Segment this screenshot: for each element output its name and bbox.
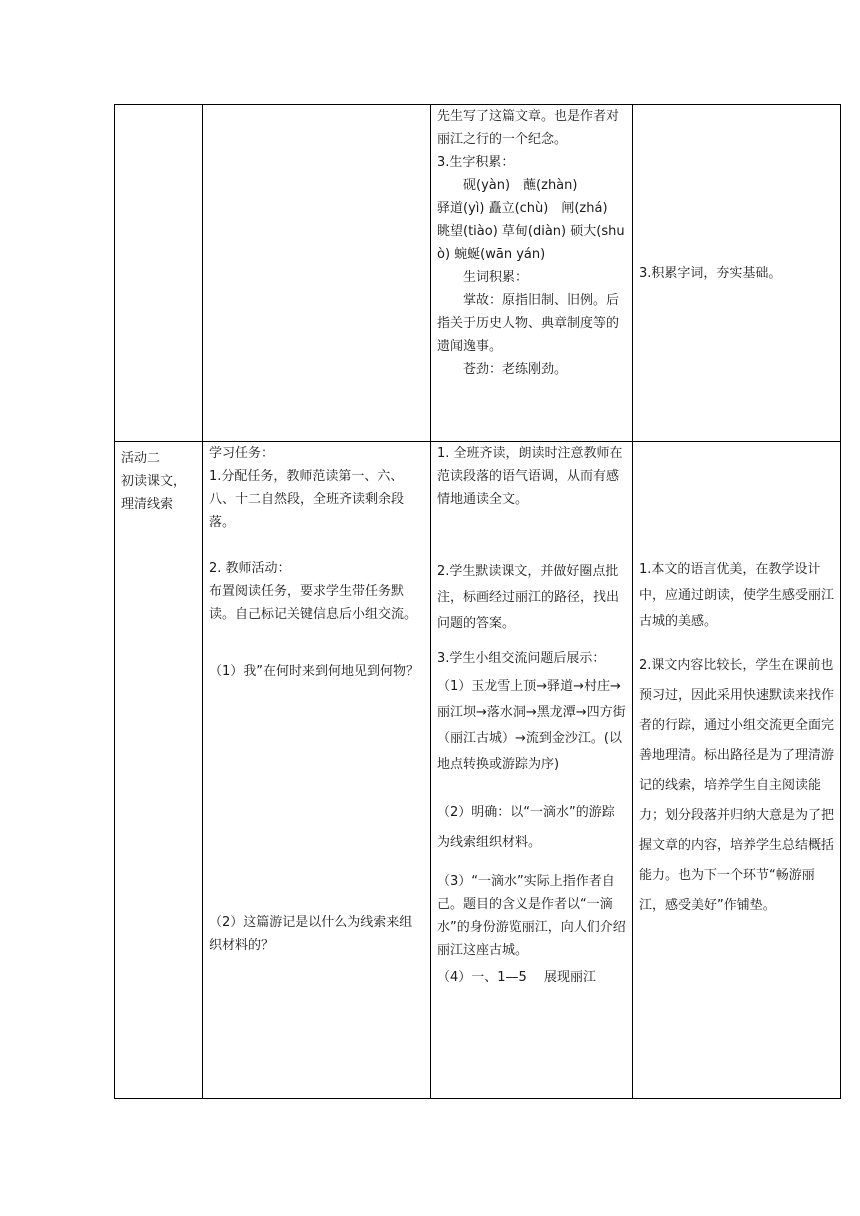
lesson-plan-table: [114, 104, 841, 1099]
student-activity-cell: [431, 105, 633, 442]
teacher-activity-title: 2. 教师活动：: [209, 561, 291, 576]
word-definition: 掌故：原指旧制、旧例。后指关于历史人物、典章制度等的遗闻逸事。: [437, 293, 620, 354]
table-row: [115, 105, 841, 442]
student-step: 1. 全班齐读，朗读时注意教师在范读段落的语气语调，从而有感情地通读全文。: [437, 446, 623, 507]
word-heading: 生词积累：: [463, 270, 529, 285]
answer-text: （3）“一滴水”实际上指作者自己。题目的含义是作者以“一滴水”的身份游览丽江，向人们介绍丽江这座古城。: [437, 874, 626, 958]
question-text: （1）我”在何时来到何地见到何物？: [209, 664, 420, 679]
vocab-heading: 3.生字积累：: [437, 155, 515, 170]
teacher-activity-text: 布置阅读任务，要求学生带任务默读。自己标记关键信息后小组交流。: [209, 584, 418, 622]
task-title: 学习任务：: [209, 446, 275, 461]
design-intent-text: 2.课文内容比较长，学生在课前也预习过，因此采用快速默读来找作者的行踪，通过小组交流更全面完善地理清。标出路径是为了理清游记的线索，培养学生自主阅读能力；划分段落并归纳大意是为了把握文章的内容，培养学生总结概括能力。也为下一个环节“畅游丽江，感受美好”作铺垫。: [639, 658, 835, 913]
answer-text: （2）明确：以“一滴水”的游踪为线索组织材料。: [437, 805, 615, 850]
question-text: （2）这篇游记是以什么为线索来组织材料的？: [209, 915, 413, 953]
design-intent-text: 3.积累字词，夯实基础。: [639, 265, 782, 281]
activity-title: 初读课文，理清线索: [121, 474, 187, 512]
vocab-line: 驿道(yì) 矗立(chù) 闸(zhá) 眺望(tiào) 草甸(diàn) 硕大(shuò) 蜿蜒(wān yán): [437, 201, 625, 262]
word-definition: 苍劲：老练刚劲。: [463, 362, 568, 377]
student-step: 3.学生小组交流问题后展示：: [437, 651, 606, 666]
student-step: 2.学生默读课文，并做好圈点批注，标画经过丽江的路径，找出问题的答案。: [437, 564, 620, 631]
student-activity-cell: [431, 442, 633, 1099]
vocab-line: 砚(yàn) 蘸(zhàn): [463, 178, 578, 193]
answer-text: （4）一、1—5 展现丽江: [437, 970, 596, 985]
design-intent-text: 1.本文的语言优美，在教学设计中，应通过朗读，使学生感受丽江古城的美感。: [639, 562, 835, 629]
design-intent-cell: [633, 105, 841, 442]
activity-number: 活动二: [121, 451, 161, 466]
teacher-activity-cell: [203, 442, 431, 1099]
teacher-activity-cell: [203, 105, 431, 442]
table-row: [115, 442, 841, 1099]
answer-text: （1）玉龙雪上顶→驿道→村庄→丽江坝→落水洞→黑龙潭→四方街（丽江古城）→流到金沙江。(以地点转换或游踪为序): [437, 679, 626, 772]
activity-cell: [115, 442, 203, 1099]
intro-text: 先生写了这篇文章。也是作者对丽江之行的一个纪念。: [437, 109, 620, 147]
design-intent-cell: [633, 442, 841, 1099]
task-text: 1.分配任务，教师范读第一、六、八、十二自然段，全班齐读剩余段落。: [209, 469, 405, 530]
activity-cell: [115, 105, 203, 442]
